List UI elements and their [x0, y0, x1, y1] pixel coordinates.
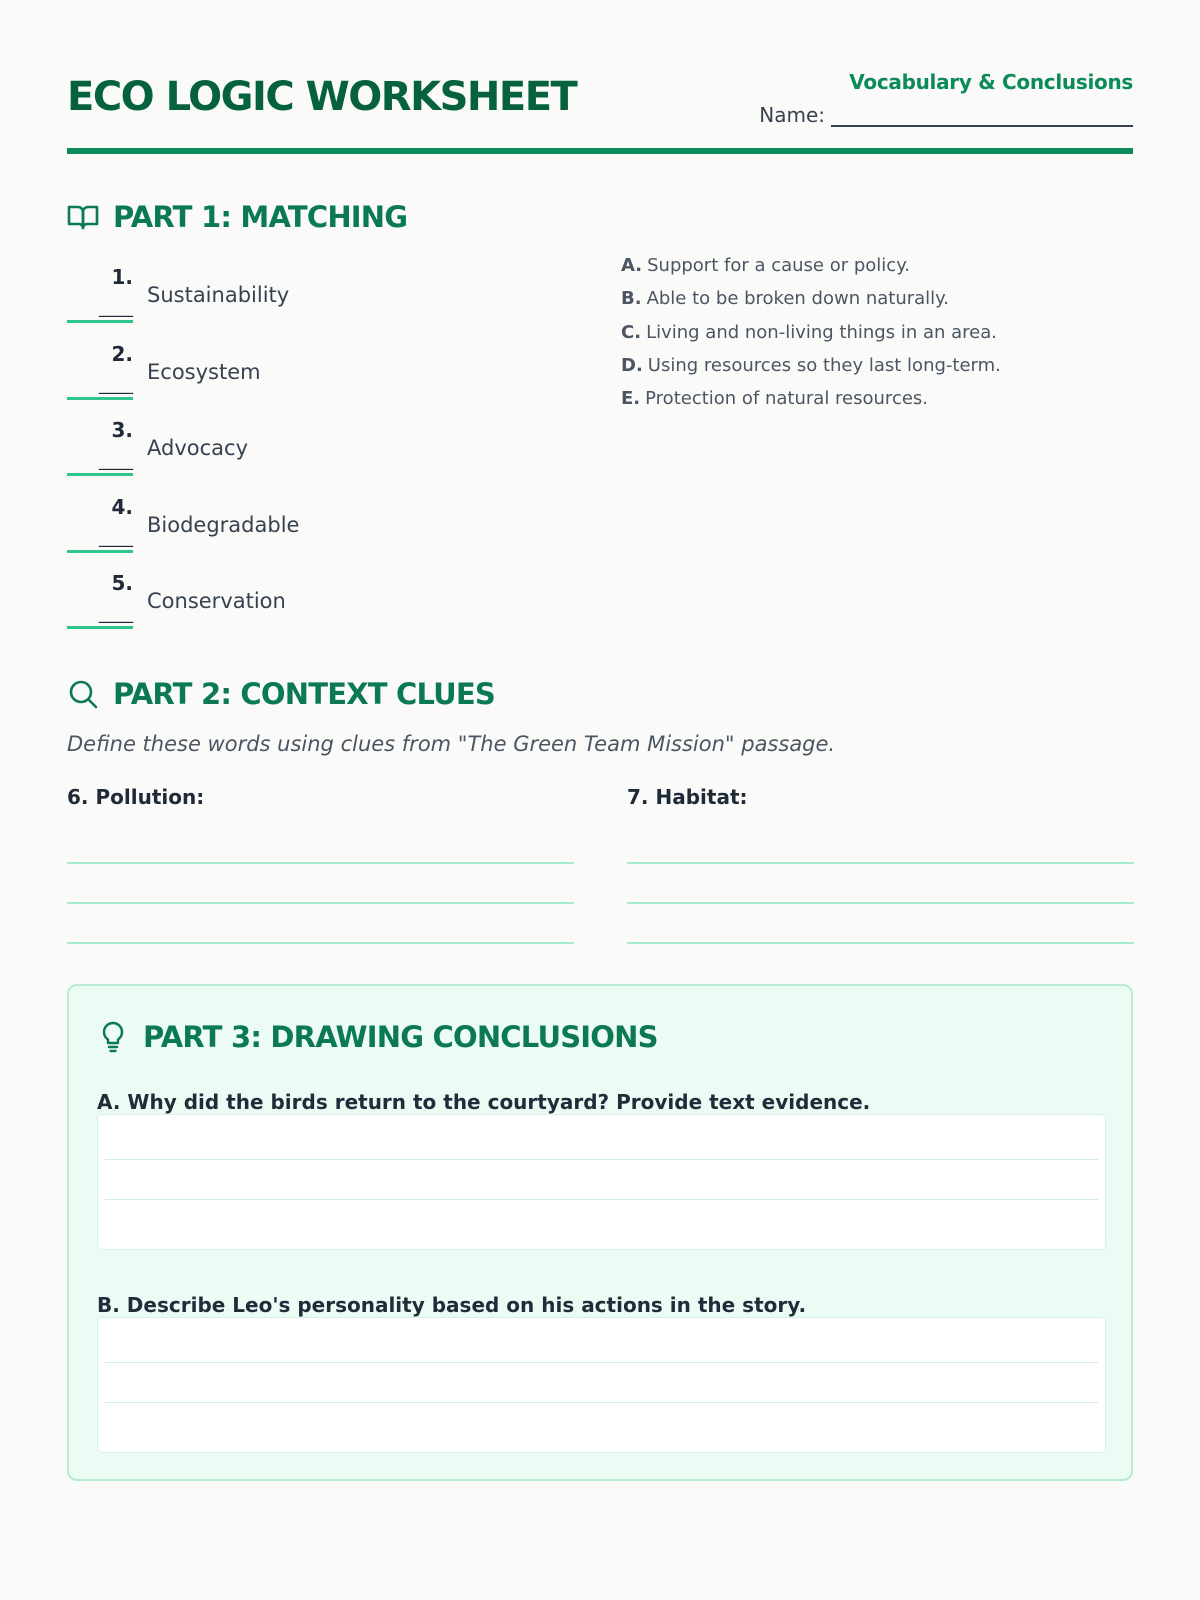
definition-d [621, 355, 1001, 388]
answer-blank[interactable] [67, 489, 133, 553]
answer-line [105, 1362, 1098, 1363]
name-blank[interactable] [831, 105, 1133, 127]
page-title: ECO LOGIC WORKSHEET [67, 74, 577, 120]
answer-box-a[interactable] [97, 1114, 1106, 1250]
answer-line[interactable] [627, 942, 1134, 944]
definition-text: Able to be broken down naturally. [646, 288, 949, 310]
worksheet-header [67, 0, 1133, 154]
definition-letter: A. [621, 255, 643, 276]
blank-dashes: ____ [99, 298, 133, 318]
answer-line[interactable] [67, 942, 574, 944]
clue-label: 7. Habitat: [627, 785, 748, 809]
definition-c [621, 322, 1001, 355]
name-field[interactable] [759, 103, 1133, 127]
match-term: Advocacy [147, 436, 248, 460]
answer-line[interactable] [67, 902, 574, 904]
definition-b [621, 288, 1001, 321]
blank-dashes: ____ [99, 604, 133, 624]
answer-box-b[interactable] [97, 1317, 1106, 1453]
answer-line[interactable] [627, 862, 1134, 864]
answer-line [105, 1402, 1098, 1403]
definition-text: Protection of natural resources. [645, 388, 929, 410]
answer-line [105, 1159, 1098, 1160]
match-item-5 [67, 565, 487, 635]
answer-blank[interactable] [67, 336, 133, 400]
match-term: Ecosystem [147, 360, 261, 384]
clue-pollution [67, 785, 574, 809]
definition-list [621, 255, 1001, 421]
answer-blank[interactable] [67, 565, 133, 629]
answer-line[interactable] [627, 902, 1134, 904]
answer-blank[interactable] [67, 412, 133, 476]
part2-instructions: Define these words using clues from "The Green Team Mission" passage. [67, 732, 836, 756]
item-number: 3. [111, 418, 133, 442]
definition-letter: B. [621, 288, 642, 310]
book-open-icon [67, 201, 99, 233]
definition-letter: E. [621, 388, 641, 410]
part3-box [67, 984, 1133, 1481]
definition-text: Support for a cause or policy. [647, 255, 910, 276]
match-term: Conservation [147, 589, 286, 613]
question-a: A. Why did the birds return to the courtyard? Provide text evidence. [97, 1090, 871, 1114]
definition-e [621, 388, 1001, 421]
lightbulb-icon [97, 1021, 129, 1053]
search-icon [67, 678, 99, 710]
part3-heading [97, 1020, 658, 1054]
clue-label: 6. Pollution: [67, 785, 205, 809]
part1-heading [67, 200, 407, 234]
answer-line [105, 1199, 1098, 1200]
name-label: Name: [759, 103, 825, 127]
match-term: Biodegradable [147, 513, 300, 537]
blank-dashes: ____ [99, 528, 133, 548]
definition-letter: C. [621, 321, 642, 343]
item-number: 5. [111, 571, 133, 595]
blank-dashes: ____ [99, 451, 133, 471]
item-number: 1. [111, 265, 133, 289]
match-term: Sustainability [147, 283, 290, 307]
part2-heading [67, 677, 495, 711]
definition-a [621, 255, 1001, 288]
part3-title: PART 3: DRAWING CONCLUSIONS [143, 1020, 658, 1054]
page-subtitle: Vocabulary & Conclusions [849, 70, 1133, 94]
match-item-1 [67, 259, 487, 329]
match-item-2 [67, 336, 487, 406]
match-item-3 [67, 412, 487, 482]
item-number: 4. [111, 495, 133, 519]
part2-title: PART 2: CONTEXT CLUES [113, 677, 496, 711]
definition-letter: D. [621, 354, 643, 376]
answer-line[interactable] [67, 862, 574, 864]
match-item-4 [67, 489, 487, 559]
definition-text: Living and non-living things in an area. [646, 321, 997, 343]
item-number: 2. [111, 342, 133, 366]
blank-dashes: ____ [99, 375, 133, 395]
part1-title: PART 1: MATCHING [113, 200, 408, 234]
question-b: B. Describe Leo's personality based on his actions in the story. [97, 1293, 807, 1317]
answer-blank[interactable] [67, 259, 133, 323]
clue-habitat [627, 785, 1134, 809]
definition-text: Using resources so they last long-term. [647, 354, 1001, 376]
